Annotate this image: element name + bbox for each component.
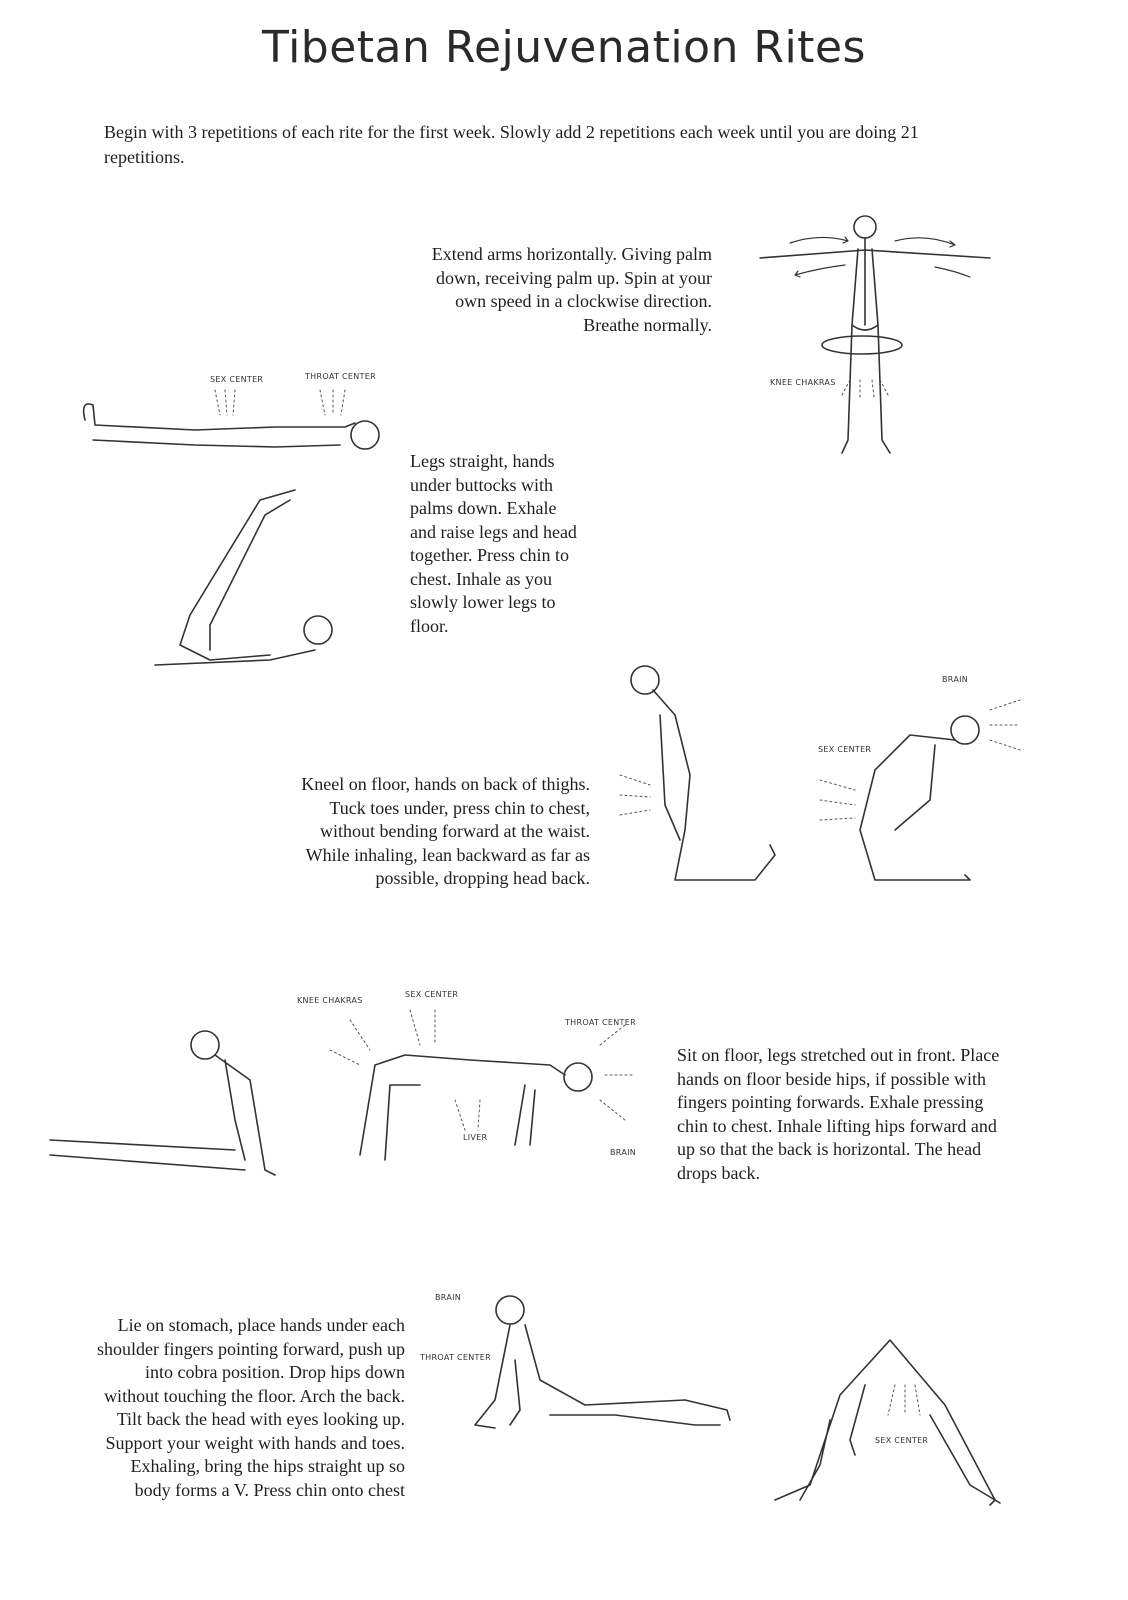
label-sex-center: SEX CENTER	[818, 745, 872, 754]
rite-2-raised-legs-figure	[150, 485, 390, 675]
rite-3-instructions: Kneel on floor, hands on back of thighs. Tuck toes under, press chin to chest, without bending forward at the waist. While inhaling, lean backward as far as possible, dropping head back.	[301, 774, 590, 888]
rite-3-kneeling-arched-figure	[815, 690, 1025, 890]
label-brain: BRAIN	[610, 1148, 637, 1157]
rite-5-inverted-v-figure	[770, 1335, 1030, 1515]
label-throat-center: THROAT CENTER	[565, 1018, 636, 1027]
label-knee-chakras: KNEE CHAKRAS	[297, 996, 363, 1005]
rite-5-instructions: Lie on stomach, place hands under each shoulder fingers pointing forward, push up into cobra position. Drop hips down without touching the floor. Arch the back. Tilt back the head with eyes looking up. Support your weight with hands and toes. Exhaling, bring the hips straight up so body forms a V. Press chin onto chest	[97, 1315, 405, 1500]
rite-1-spinning-figure	[750, 205, 1000, 460]
rite-4-instructions: Sit on floor, legs stretched out in front. Place hands on floor beside hips, if possible with fingers pointing forwards. Exhale pressing chin to chest. Inhale lifting hips forward and up so that the back is horizontal. The head drops back.	[677, 1045, 1000, 1183]
rite-5-cobra-figure	[465, 1290, 740, 1440]
label-brain: BRAIN	[942, 675, 969, 684]
page-title: Tibetan Rejuvenation Rites	[262, 22, 866, 73]
label-knee-chakras: KNEE CHAKRAS	[770, 378, 836, 387]
rite-4-table-figure	[320, 1005, 640, 1170]
intro-paragraph: Begin with 3 repetitions of each rite for the first week. Slowly add 2 repetitions each week until you are doing 21 repetitions.	[104, 122, 919, 167]
label-sex-center: SEX CENTER	[210, 375, 264, 384]
label-sex-center: SEX CENTER	[405, 990, 459, 999]
label-sex-center: SEX CENTER	[875, 1436, 929, 1445]
rite-3-kneeling-upright-figure	[615, 655, 785, 890]
rite-4-seated-figure	[45, 1020, 285, 1185]
rite-2-instructions: Legs straight, hands under buttocks with palms down. Exhale and raise legs and head together. Press chin to chest. Inhale as you slowly lower legs to floor.	[410, 451, 577, 636]
rite-1-instructions: Extend arms horizontally. Giving palm down, receiving palm up. Spin at your own speed in a clockwise direction. Breathe normally.	[431, 244, 712, 335]
label-throat-center: THROAT CENTER	[305, 372, 376, 381]
label-brain: BRAIN	[435, 1293, 462, 1302]
label-throat-center: THROAT CENTER	[420, 1353, 491, 1362]
label-liver: LIVER	[463, 1133, 488, 1142]
rite-2-lying-figure	[75, 385, 385, 470]
